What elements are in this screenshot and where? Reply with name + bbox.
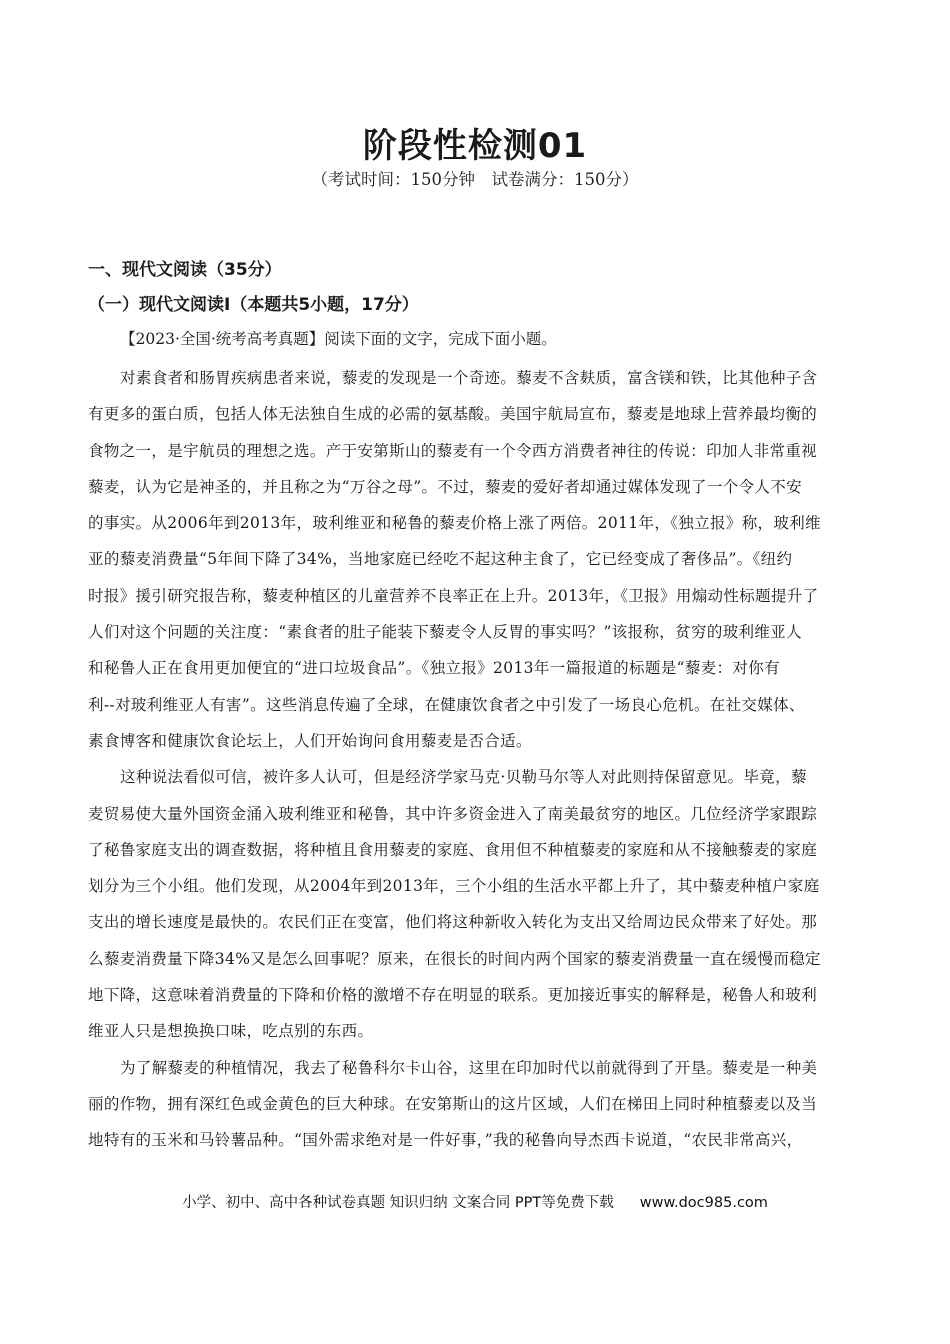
passage-line: 的事实。从2006年到2013年，玻利维亚和秘鲁的藜麦价格上涨了两倍。2011年，《独立报》称，玻利维 — [88, 514, 821, 533]
reading-passage — [88, 360, 864, 1159]
passage-line: 为了解藜麦的种植情况，我去了秘鲁科尔卡山谷，这里在印加时代以前就得到了开垦。藜麦是一种美 — [120, 1058, 818, 1077]
passage-line: 利--对玻利维亚人有害”。这些消息传遍了全球，在健康饮食者之中引发了一场良心危机。在社交媒体、 — [88, 695, 805, 714]
passage-line: 丽的作物，拥有深红色或金黄色的巨大种球。在安第斯山的这片区域，人们在梯田上同时种植藜麦以及当 — [88, 1094, 818, 1113]
passage-line: 食物之一，是宇航员的理想之选。产于安第斯山的藜麦有一个令西方消费者神往的传说：印加人非常重视 — [88, 441, 818, 460]
passage-line: 亚的藜麦消费量“5年间下降了34%，当地家庭已经吃不起这种主食了，它已经变成了奢侈品”。《纽约 — [88, 550, 793, 569]
subsection-heading: （一）现代文阅读Ⅰ（本题共5小题，17分） — [88, 295, 419, 315]
passage-line: 支出的增长速度是最快的。农民们正在变富，他们将这种新收入转化为支出又给周边民众带来了好处。那 — [88, 913, 818, 932]
footer-text: 小学、初中、高中各种试卷真题 知识归纳 文案合同 PPT等免费下载 — [182, 1195, 614, 1211]
passage-line: 藜麦，认为它是神圣的，并且称之为“万谷之母”。不过，藜麦的爱好者却通过媒体发现了一个令人不安 — [88, 477, 802, 496]
passage-line: 划分为三个小组。他们发现，从2004年到2013年，三个小组的生活水平都上升了，其中藜麦种植户家庭 — [88, 877, 820, 896]
section-heading: 一、现代文阅读（35分） — [88, 260, 282, 280]
passage-line: 和秘鲁人正在食用更加便宜的“进口垃圾食品”。《独立报》2013年一篇报道的标题是“藜麦：对你有 — [88, 659, 780, 678]
page-title: 阶段性检测01 — [362, 126, 588, 166]
passage-line: 有更多的蛋白质，包括人体无法独自生成的必需的氨基酸。美国宇航局宣布，藜麦是地球上营养最均衡的 — [88, 405, 818, 424]
passage-line: 时报》援引研究报告称，藜麦种植区的儿童营养不良率正在上升。2013年，《卫报》用煽动性标题提升了 — [88, 586, 819, 605]
passage-line: 素食博客和健康饮食论坛上，人们开始询问食用藜麦是否合适。 — [88, 731, 532, 750]
question-source: 【2023·全国·统考高考真题】阅读下面的文字，完成下面小题。 — [120, 330, 557, 348]
passage-line: 么藜麦消费量下降34%又是怎么回事呢？原来，在很长的时间内两个国家的藜麦消费量一直在缓慢而稳定 — [88, 949, 821, 968]
passage-line: 这种说法看似可信，被许多人认可，但是经济学家马克·贝勒马尔等人对此则持保留意见。毕竟，藜 — [120, 768, 807, 787]
passage-line: 了秘鲁家庭支出的调查数据，将种植且食用藜麦的家庭、食用但不种植藜麦的家庭和从不接触藜麦的家庭 — [88, 840, 818, 859]
passage-line: 维亚人只是想换换口味，吃点别的东西。 — [88, 1022, 374, 1041]
passage-line: 对素食者和肠胃疾病患者来说，藜麦的发现是一个奇迹。藜麦不含麸质，富含镁和铁，比其他种子含 — [120, 369, 818, 387]
passage-line: 麦贸易使大量外国资金涌入玻利维亚和秘鲁，其中许多资金进入了南美最贫穷的地区。几位经济学家跟踪 — [88, 804, 818, 823]
page-footer — [0, 1191, 950, 1212]
footer-url[interactable]: www.doc985.com — [639, 1195, 768, 1211]
passage-line: 地下降，这意味着消费量的下降和价格的激增不存在明显的联系。更加接近事实的解释是，秘鲁人和玻利 — [88, 986, 818, 1005]
exam-info: （考试时间：150分钟 试卷满分：150分） — [311, 170, 639, 189]
passage-line: 地特有的玉米和马铃薯品种。“国外需求绝对是一件好事，”我的秘鲁向导杰西卡说道，“农民非常高兴， — [88, 1131, 803, 1150]
passage-line: 人们对这个问题的关注度：“素食者的肚子能装下藜麦令人反胃的事实吗？”该报称，贫穷的玻利维亚人 — [88, 623, 802, 642]
